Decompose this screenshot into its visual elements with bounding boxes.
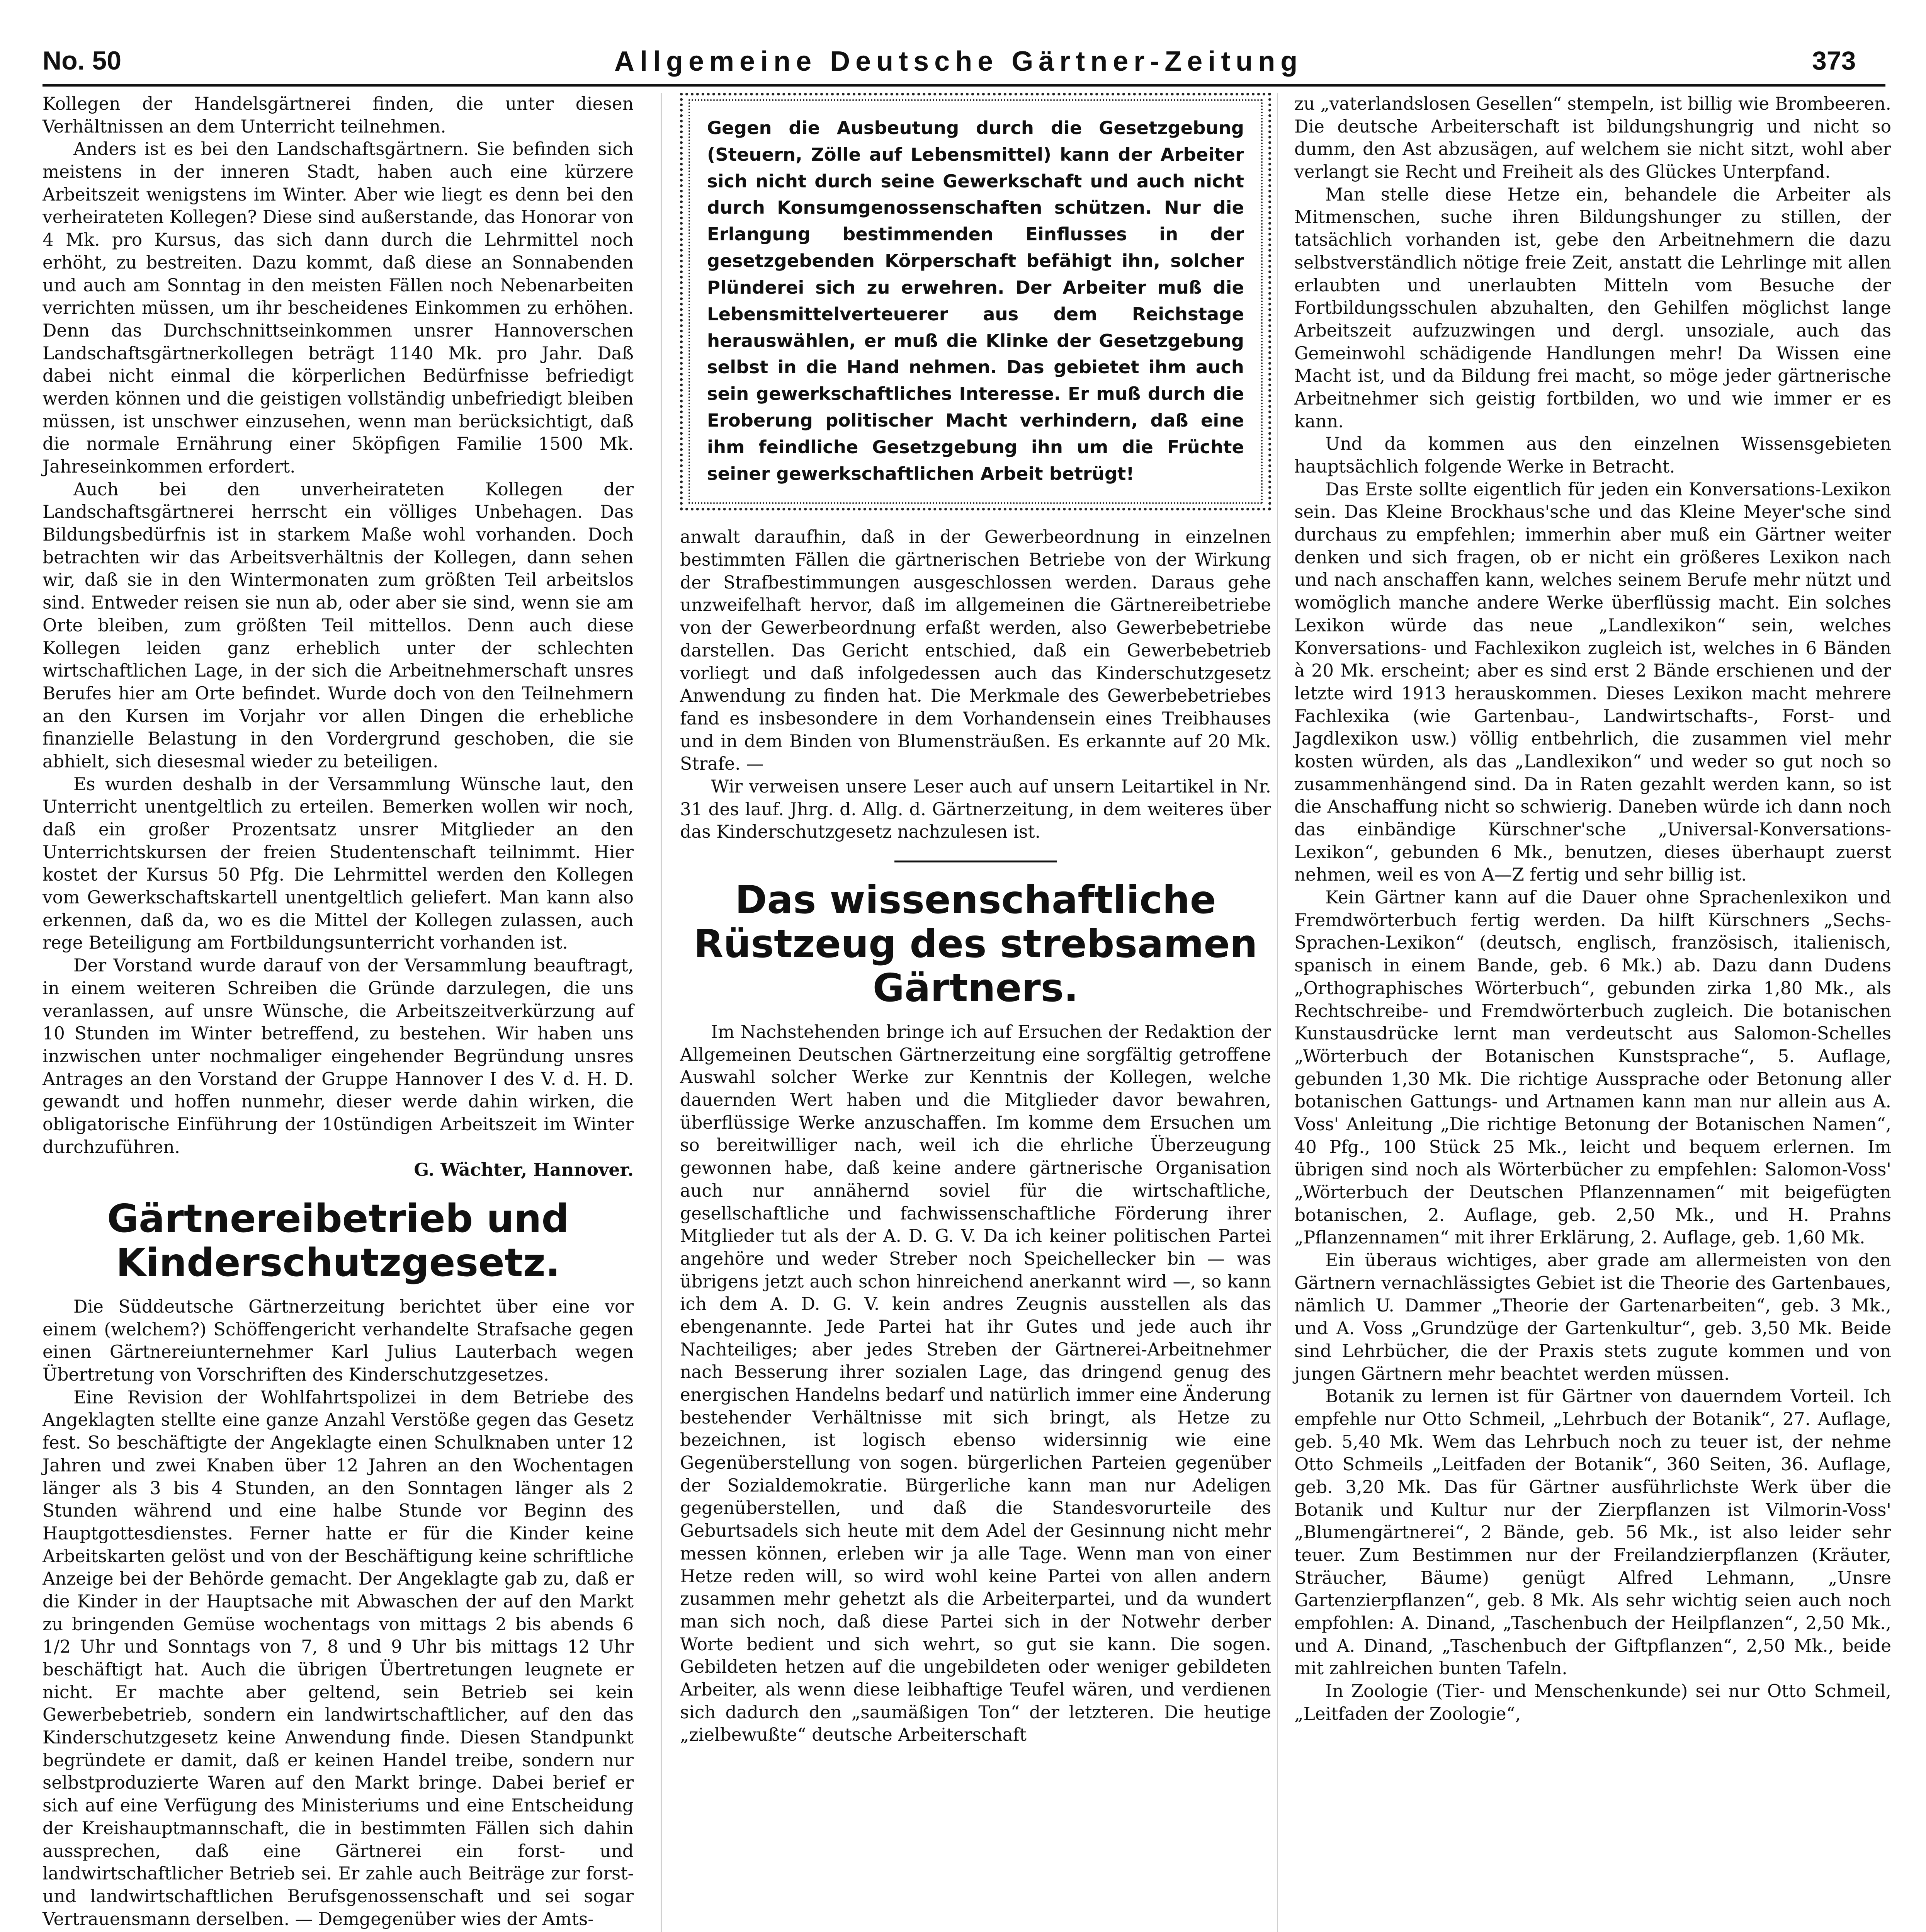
paragraph: Das Erste sollte eigentlich für jeden ein Konversations-Lexikon sein. Das Kleine Brockhaus'sche und das Kleine Meyer'sche sind durchaus zu empfehlen; immerhin aber muß ein Gärtner weiter denken und sich fragen, ob er nicht ein größeres Lexikon nach und nach anschaffen kann, welches seinem Berufe mehr nützt und womöglich manche andere Werke überflüssig macht. Ein solches Lexikon würde das neue „Landlexikon“ sein, welches Konversations- und Fachlexikon zugleich ist, welches in 6 Bänden à 20 Mk. erscheint; aber es sind erst 2 Bände erschienen und der letzte wird 1913 herauskommen. Dieses Lexikon macht mehrere Fachlexika (wie Gartenbau-, Landwirtschafts-, Forst- und Jagdlexikon usw.) völlig entbehrlich, die zusammen viel mehr kosten würden, als das „Landlexikon“ und weder so gut noch so zusammenhängend sind. Da in Raten gezahlt werden kann, so ist die Anschaffung nicht so schwierig. Daneben würde ich dann noch das einbändige Kürschner'sche „Universal-Konversations-Lexikon“, gebunden 6 Mk., benutzen, dieses überhaupt zuerst nehmen, weil es von A—Z fertig und sehr billig ist. xyxy=(1294,479,1891,885)
paragraph: Eine Revision der Wohlfahrtspolizei in dem Betriebe des Angeklagten stellte eine ganze Anzahl Verstöße gegen das Gesetz fest. So beschäftigte der Angeklagte einen Schulknaben unter 12 Jahren und zwei Knaben über 12 Jahren an den Wochentagen länger als 3 bis 4 Stunden, an den Sonntagen länger als 2 Stunden während und eine halbe Stunde vor Beginn des Hauptgottesdienstes. Ferner hatte er für die Kinder keine Arbeitskarten gelöst und von der Beschäftigung keine schriftliche Anzeige bei der Behörde gemacht. Der Angeklagte gab zu, daß er die Kinder in der Hauptsache mit Abwaschen der auf den Markt zu bringenden Gemüse wochentags von mittags 2 bis abends 6 1/2 Uhr und Sonntags von 7, 8 und 9 Uhr bis mittags 12 Uhr beschäftigt hat. Auch die übrigen Übertretungen leugnete er nicht. Er machte aber geltend, sein Betrieb sei kein Gewerbebetrieb, sondern ein landwirtschaftlicher, auf den das Kinderschutzgesetz keine Anwendung finde. Diesen Standpunkt begründete er damit, daß er keinen Handel treibe, sondern nur selbstproduzierte Waren auf den Markt bringe. Dabei berief er sich auf eine Verfügung des Ministeriums und eine Entscheidung der Kreishauptmannschaft, die in bestimmten Fällen sich dahin aussprechen, daß eine Gärtnerei ein forst- und landwirtschaftlicher Betrieb sei. Er zahle auch Beiträge zur forst- und landwirtschaftlichen Berufsgenossenschaft und sei sogar Vertrauensmann derselben. — Demgegenüber wies der Amts- xyxy=(42,1387,634,1929)
section-divider xyxy=(894,861,1057,862)
paragraph: Und da kommen aus den einzelnen Wissensgebieten hauptsächlich folgende Werke in Betracht. xyxy=(1294,434,1891,477)
column-divider xyxy=(1277,93,1278,1932)
paragraph: Ein überaus wichtiges, aber grade am allermeisten von den Gärtnern vernachlässigtes Gebiet ist die Theorie des Gartenbaues, nämlich U. Dammer „Theorie der Gartenarbeiten“, geb. 3 Mk., und A. Voss „Grundzüge der Gartenkultur“, geb. 3,50 Mk. Beide sind Lehrbücher, die der Praxis stets zugute kommen und von jungen Gärtnern mehr beachtet werden müssen. xyxy=(1294,1250,1891,1384)
paragraph: Im Nachstehenden bringe ich auf Ersuchen der Redaktion der Allgemeinen Deutschen Gärtnerzeitung eine sorgfältig getroffene Auswahl solcher Werke zur Kenntnis der Kollegen, welche dauernden Wert haben und die Mitglieder davor bewahren, überflüssige Werke anzuschaffen. Im komme dem Ersuchen um so bereitwilliger nach, weil ich die ehrliche Überzeugung gewonnen habe, daß keine andere gärtnerische Organisation auch nur annähernd soviel für die wirtschaftliche, gesellschaftliche und fachwissenschaftliche Förderung ihrer Mitglieder tut als der A. D. G. V. Da ich keiner politischen Partei angehöre und weder Streber noch Speichellecker bin — was übrigens jetzt auch schon hinreichend anerkannt wird —, so kann ich dem A. D. G. V. kein andres Zeugnis ausstellen als das ebengenannte. Jede Partei hat ihr Gutes und jede auch ihr Nachteiliges; aber jedes Streben der Gärtnerei-Arbeitnehmer nach Besserung ihrer sozialen Lage, das dringend genug des energischen Handelns bedarf und natürlich immer eine Änderung bestehender Verhältnisse mit sich bringt, als Hetze zu bezeichnen, ist logisch ebenso widersinnig wie eine Gegenüberstellung von sogen. bürgerlichen Parteien gegenüber der Sozialdemokratie. Bürgerliche kann man nur Adeligen gegenüberstellen, und daß die Standesvorurteile des Geburtsadels sich heute mit dem Adel der Gesinnung nicht mehr messen können, erleben wir ja alle Tage. Wenn man von einer Hetze reden will, so wird wohl keine Partei von allen andern zusammen mehr gehetzt als die Arbeiterpartei, und da wundert man sich noch, daß diese Partei sich in der Notwehr derber Worte bedient und sich wehrt, so gut sie kann. Die sogen. Gebildeten hetzen auf die ungebildeten oder weniger gebildeten Arbeiter, als wenn diese leibhaftige Teufel wären, und verdienen sich dadurch den „saumäßigen Ton“ der letzteren. Die heutige „zielbewußte“ deutsche Arbeiterschaft xyxy=(680,1022,1271,1745)
article-signature: G. Wächter, Hannover. xyxy=(414,1159,634,1180)
column-3 xyxy=(1294,93,1891,1726)
paragraph: Anders ist es bei den Landschaftsgärtnern. Sie befinden sich meistens in der inneren Stadt, haben auch eine kürzere Arbeitszeit wenigstens im Winter. Aber wie liegt es denn bei den verheirateten Kollegen? Diese sind außerstande, das Honorar von 4 Mk. pro Kursus, das sich dann durch die Lehrmittel noch erhöht, zu bestreiten. Dazu kommt, daß diese an Sonnabenden und auch am Sonntag in den meisten Fällen noch Nebenarbeiten verrichten müssen, um ihr bescheidenes Einkommen zu erhöhen. Denn das Durchschnittseinkommen unsrer Hannoverschen Landschaftsgärtnerkollegen beträgt 1140 Mk. pro Jahr. Daß dabei nicht einmal die körperlichen Bedürfnisse befriedigt werden können und die geistigen vollständig unbefriedigt bleiben müssen, ist unschwer einzusehen, wenn man berücksichtigt, daß die normale Ernährung einer 5köpfigen Familie 1500 Mk. Jahreseinkommen erfordert. xyxy=(42,139,634,477)
page-number: 373 xyxy=(1812,46,1856,75)
section-heading: Das wissenschaftliche Rüstzeug des strebsamen Gärtners. xyxy=(694,877,1258,1010)
column-divider xyxy=(661,93,662,1932)
paragraph: zu „vaterlandslosen Gesellen“ stempeln, ist billig wie Brombeeren. Die deutsche Arbeiterschaft ist bildungshungrig und nicht so dumm, den Ast abzusägen, auf welchem sie nicht sitzt, wohl aber verlangt sie Recht und Freiheit als des Glückes Unterpfand. xyxy=(1294,94,1891,182)
paragraph: Man stelle diese Hetze ein, behandele die Arbeiter als Mitmenschen, suche ihren Bildungshunger zu stillen, der tatsächlich vorhanden ist, gebe den Arbeitnehmern die dazu selbstverständlich nötige freie Zeit, anstatt die Lehrlinge mit allen erlaubten und unerlaubten Mitteln vom Besuche der Fortbildungsschulen abzuhalten, den Gehilfen möglichst lange Arbeitszeit aufzuzwingen und dergl. unsoziale, auch das Gemeinwohl schädigende Handlungen mehr! Da Wissen eine Macht ist, und da Bildung frei macht, so möge jeder gärtnerische Arbeitnehmer sich geistig fortbilden, wo und wie immer er es kann. xyxy=(1294,184,1891,432)
section-heading: Gärtnereibetrieb und Kinderschutzgesetz. xyxy=(107,1196,569,1285)
paragraph: Auch bei den unverheirateten Kollegen der Landschaftsgärtnerei herrscht ein völliges Unbehagen. Das Bildungsbedürfnis ist in starkem Maße wohl vorhanden. Doch betrachten wir das Arbeitsverhältnis der Kollegen, dann sehen wir, daß sie in den Wintermonaten zum größten Teil arbeitslos sind. Entweder reisen sie nun ab, oder aber sie sind, wenn sie am Orte bleiben, zum größten Teil mittellos. Denn auch diese Kollegen leiden ganz erheblich unter der schlechten wirtschaftlichen Lage, in der sich die Arbeitnehmerschaft unsres Berufes hier am Orte befindet. Wurde doch von den Teilnehmern an den Kursen im Vorjahr vor allen Dingen die erhebliche finanzielle Belastung in den Vordergrund geschoben, die sie abhielt, sich diesesmal wieder zu beteiligen. xyxy=(42,479,634,772)
paragraph: Es wurden deshalb in der Versammlung Wünsche laut, den Unterricht unentgeltlich zu erteilen. Bemerken wollen wir noch, daß ein großer Prozentsatz unsrer Mitglieder an den Unterrichtskursen der freien Studentenschaft teilnimmt. Hier kostet der Kursus 50 Pfg. Die Lehrmittel werden den Kollegen vom Gewerkschaftskartell unentgeltlich geliefert. Man kann also erkennen, daß da, wo es die Mittel der Kollegen zulassen, auch rege Beteiligung am Fortbildungsunterricht vorhanden ist. xyxy=(42,774,634,953)
header-rule xyxy=(42,84,1885,87)
journal-title: Allgemeine Deutsche Gärtner-Zeitung xyxy=(614,46,1303,77)
paragraph: Die Süddeutsche Gärtnerzeitung berichtet über eine vor einem (welchem?) Schöffengericht verhandelte Strafsache gegen einen Gärtnereiunternehmer Karl Julius Lauterbach wegen Übertretung von Vorschriften des Kinderschutzgesetzes. xyxy=(42,1296,634,1385)
paragraph: In Zoologie (Tier- und Menschenkunde) sei nur Otto Schmeil, „Leitfaden der Zoologie“, xyxy=(1294,1681,1891,1724)
column-2 xyxy=(680,93,1271,1747)
issue-number: No. 50 xyxy=(42,46,122,75)
paragraph: Der Vorstand wurde darauf von der Versammlung beauftragt, in einem weiteren Schreiben die Gründe darzulegen, die uns veranlassen, auf unsre Wünsche, die Arbeitszeitverkürzung auf 10 Stunden im Winter betreffend, zu bestehen. Wir haben uns inzwischen unter nochmaliger eingehender Begründung unsres Antrages an den Vorstand der Gruppe Hannover I des V. d. H. D. gewandt und hoffen nunmehr, dieser werde dahin wirken, die obligatorische Einführung der 10stündigen Arbeitszeit im Winter durchzuführen. xyxy=(42,955,634,1157)
running-head xyxy=(42,46,1926,88)
paragraph: Wir verweisen unsere Leser auch auf unsern Leitartikel in Nr. 31 des lauf. Jhrg. d. Allg. d. Gärtnerzeitung, in dem weiteres über das Kinderschutzgesetz nachzulesen ist. xyxy=(680,776,1271,842)
paragraph: anwalt daraufhin, daß in der Gewerbeordnung in einzelnen bestimmten Fällen die gärtnerischen Betriebe von der Wirkung der Strafbestimmungen ausgeschlossen werden. Daraus gehe unzweifelhaft hervor, daß im allgemeinen die Gärtnereibetriebe von der Gewerbeordnung erfaßt werden, also Gewerbebetriebe darstellen. Das Gericht entschied, daß ein Gewerbebetrieb vorliegt und daß infolgedessen auch das Kinderschutzgesetz Anwendung zu finden hat. Die Merkmale des Gewerbebetriebes fand es insbesondere in dem Vorhandensein eines Treibhauses und in dem Binden von Blumensträußen. Es erkannte auf 20 Mk. Strafe. — xyxy=(680,527,1271,774)
notice-text: Gegen die Ausbeutung durch die Gesetzgebung (Steuern, Zölle auf Lebensmittel) kann der Arbeiter sich nicht durch seine Gewerkschaft und auch nicht durch Konsumgenossenschaften schützen. Nur die Erlangung bestimmenden Einflusses in der gesetzgebenden Körperschaft befähigt ihn, solcher Plünderei sich zu erwehren. Der Arbeiter muß die Lebensmittelverteuerer aus dem Reichstage herauswählen, er muß die Klinke der Gesetzgebung selbst in die Hand nehmen. Das gebietet ihm auch sein gewerkschaftliches Interesse. Er muß durch die Eroberung politischer Macht verhindern, daß eine ihm feindliche Gesetzgebung ihn um die Früchte seiner gewerkschaftlichen Arbeit betrügt! xyxy=(688,99,1263,504)
notice-box xyxy=(680,93,1271,510)
column-1 xyxy=(42,93,634,1930)
paragraph: Kein Gärtner kann auf die Dauer ohne Sprachenlexikon und Fremdwörterbuch fertig werden. Da hilft Kürschners „Sechs-Sprachen-Lexikon“ (deutsch, englisch, französisch, italienisch, spanisch in einem Bande, geb. 6 Mk.) ab. Dazu dann Dudens „Orthographisches Wörterbuch“, gebunden zirka 1,80 Mk., als Rechtschreibe- und Fremdwörterbuch zugleich. Die botanischen Kunstausdrücke lernt man verdeutscht aus Salomon-Schelles „Wörterbuch der Botanischen Kunstsprache“, 5. Auflage, gebunden 1,30 Mk. Die richtige Aussprache oder Betonung aller botanischen Gattungs- und Artnamen kann man nur allein aus A. Voss' Anleitung „Die richtige Betonung der Botanischen Namen“, 40 Pfg., 100 Stück 25 Mk., leicht und bequem erlernen. Im übrigen sind noch als Wörterbücher zu empfehlen: Salomon-Voss' „Wörterbuch der Deutschen Pflanzennamen“ mit beigefügten botanischen, 2. Auflage, geb. 2,50 Mk., und H. Prahns „Pflanzennamen“ mit ihrer Erklärung, 2. Auflage, geb. 1,60 Mk. xyxy=(1294,887,1891,1248)
paragraph: Kollegen der Handelsgärtnerei finden, die unter diesen Verhältnissen an dem Unterricht teilnehmen. xyxy=(42,94,634,137)
paragraph: Botanik zu lernen ist für Gärtner von dauerndem Vorteil. Ich empfehle nur Otto Schmeil, „Lehrbuch der Botanik“, 27. Auflage, geb. 5,40 Mk. Wem das Lehrbuch noch zu teuer ist, der nehme Otto Schmeils „Leitfaden der Botanik“, 360 Seiten, 36. Auflage, geb. 3,20 Mk. Das für Gärtner ausführlichste Werk über die Botanik und Kultur nur der Zierpflanzen ist Vilmorin-Voss' „Blumengärtnerei“, 2 Bände, geb. 56 Mk., ist also leider sehr teuer. Zum Bestimmen nur der Freilandzierpflanzen (Kräuter, Sträucher, Bäume) genügt Alfred Lehmann, „Unsre Gartenzierpflanzen“, geb. 8 Mk. Als sehr wichtig seien auch noch empfohlen: A. Dinand, „Taschenbuch der Heilpflanzen“, 2,50 Mk., und A. Dinand, „Taschenbuch der Giftpflanzen“, 2,50 Mk., beide mit zahlreichen bunten Tafeln. xyxy=(1294,1386,1891,1679)
